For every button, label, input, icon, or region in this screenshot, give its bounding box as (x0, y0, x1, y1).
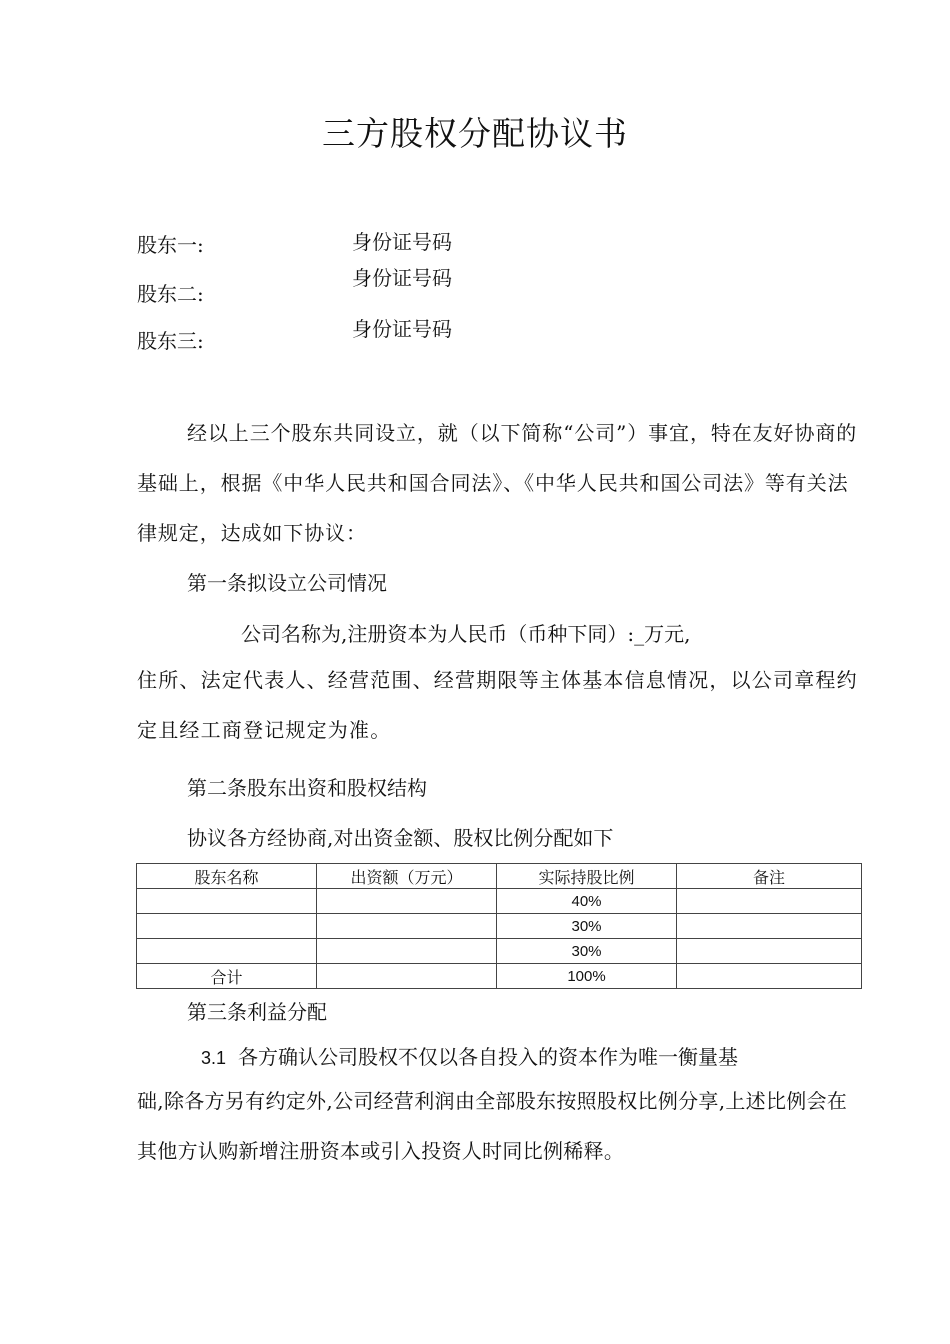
table-cell (317, 889, 497, 914)
clause-number: 3.1 (201, 1048, 227, 1068)
table-row (137, 914, 862, 939)
table-cell (677, 964, 862, 989)
table-cell (677, 914, 862, 939)
article-3-heading: 第三条利益分配 (187, 1000, 327, 1024)
table-cell (137, 914, 317, 939)
article-2-heading: 第二条股东出资和股权结构 (187, 776, 427, 800)
table-cell (317, 964, 497, 989)
article-1-body: 住所、法定代表人、经营范围、经营期限等主体基本信息情况，以公司章程约定且经工商登记规定为准。 (137, 668, 858, 742)
table-header-row (137, 864, 862, 889)
table-cell (677, 939, 862, 964)
shareholder-2-id-label: 身份证号码 (352, 266, 452, 290)
table-cell (137, 939, 317, 964)
table-header-cell: 出资额（万元） (317, 864, 497, 889)
table-cell (317, 914, 497, 939)
table-cell: 30% (497, 914, 677, 939)
equity-table (136, 863, 862, 989)
table-cell (317, 939, 497, 964)
table-cell (677, 889, 862, 914)
clause-text: 各方确认公司股权不仅以各自投入的资本作为唯一衡量基 (238, 1045, 739, 1069)
shareholder-3-label: 股东三: (137, 329, 204, 353)
table-row (137, 889, 862, 914)
article-1-company-line: 公司名称为,注册资本为人民币（币种下同）:_万元, (241, 622, 691, 646)
shareholder-3-id-label: 身份证号码 (352, 317, 452, 341)
intro-paragraph: 经以上三个股东共同设立，就（以下简称“公司”）事宜，特在友好协商的基础上，根据《中华人民共和国合同法》、《中华人民共和国公司法》等有关法律规定，达成如下协议： (137, 421, 858, 545)
table-cell: 30% (497, 939, 677, 964)
table-row (137, 939, 862, 964)
shareholder-2-label: 股东二: (137, 282, 204, 306)
table-cell: 合计 (137, 964, 317, 989)
shareholder-1-id-label: 身份证号码 (352, 230, 452, 254)
table-cell: 40% (497, 889, 677, 914)
shareholder-1-label: 股东一: (137, 233, 204, 257)
article-3-clause-first-line (201, 1041, 738, 1070)
table-cell (137, 889, 317, 914)
table-total-row (137, 964, 862, 989)
table-header-cell: 实际持股比例 (497, 864, 677, 889)
table-header-cell: 备注 (677, 864, 862, 889)
document-title: 三方股权分配协议书 (322, 114, 628, 153)
table-header-cell: 股东名称 (137, 864, 317, 889)
article-3-clause-body: 础,除各方另有约定外,公司经营利润由全部股东按照股权比例分享,上述比例会在其他方认购新增注册资本或引入投资人时同比例稀释。 (137, 1089, 848, 1163)
article-1-heading: 第一条拟设立公司情况 (187, 571, 387, 595)
table-cell: 100% (497, 964, 677, 989)
article-2-lead: 协议各方经协商,对出资金额、股权比例分配如下 (187, 826, 614, 850)
